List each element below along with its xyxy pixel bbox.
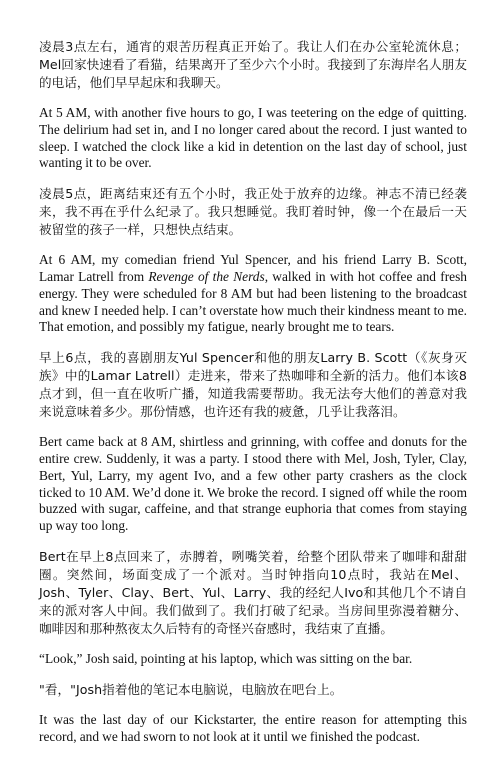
paragraph-en-6am: [39, 252, 467, 336]
paragraph-zh-6am: 早上6点，我的喜剧朋友Yul Spencer和他的朋友Larry B. Scott（《灰身灭族》中的Lamar Latrell）走进来，带来了热咖啡和全新的活力。他们本该8点才到，但一直在收听广播，知道我需要帮助。我无法夸大他们的善意对我来说意味着多少。那份情感，也许还有我的疲惫，几乎让我落泪。: [39, 350, 467, 420]
paragraph-en-6am-part2: , walked in with hot coffee and fresh energy. They were scheduled for 8 AM but had been listening to the broadcast and knew I needed help. I can’t overstate how much their kindness meant to me. That emotion, and possibly my fatigue, nearly brought me to tears.: [39, 268, 468, 335]
paragraph-zh-look: "看，"Josh指着他的笔记本电脑说，电脑放在吧台上。: [39, 681, 343, 697]
paragraph-en-8am: Bert came back at 8 AM, shirtless and grinning, with coffee and donuts for the entire crew. Suddenly, it was a party. I stood there with Mel, Josh, Tyler, Clay, Bert, Yul, Larry, my agent Ivo, and a few other party crashers as the clock ticked to 10 AM. We’d done it. We broke the record. I signed off while the room buzzed with sugar, caffeine, and that strange euphoria that comes from staying up way too long.: [39, 434, 467, 534]
paragraph-en-6am-part1: At 6 AM, my comedian friend Yul Spencer, and his friend Larry B. Scott, Lamar Latrell from: [39, 252, 467, 284]
paragraph-en-look: “Look,” Josh said, pointing at his laptop, which was sitting on the bar.: [39, 650, 413, 666]
paragraph-zh-8am: Bert在早上8点回来了，赤膊着，咧嘴笑着，给整个团队带来了咖啡和甜甜圈。突然间，场面变成了一个派对。当时钟指向10点时，我站在Mel、Josh、Tyler、Clay、Bert、Yul、Larry、我的经纪人Ivo和其他几个不请自来的派对客人中间。我们做到了。我们打破了纪录。当房间里弥漫着糖分、咖啡因和那种熬夜太久后特有的奇怪兴奋感时，我结束了直播。: [39, 548, 467, 636]
paragraph-en-kickstarter: It was the last day of our Kickstarter, the entire reason for attempting this record, and we had sworn to not look at it until we finished the podcast.: [39, 711, 467, 744]
document-page: [39, 38, 467, 758]
book-title-revenge-of-the-nerds: Revenge of the Nerds: [148, 268, 265, 284]
paragraph-en-5am: At 5 AM, with another five hours to go, I was teetering on the edge of quitting. The delirium had set in, and I no longer cared about the record. I just wanted to sleep. I watched the clock like a kid in detention on the last day of school, just wanting it to be over.: [39, 105, 467, 171]
paragraph-zh-5am: 凌晨5点，距离结束还有五个小时，我正处于放弃的边缘。神志不清已经袭来，我不再在乎什么纪录了。我只想睡觉。我盯着时钟，像一个在最后一天被留堂的孩子一样，只想快点结束。: [39, 186, 467, 238]
paragraph-zh-3am: 凌晨3点左右，通宵的艰苦历程真正开始了。我让人们在办公室轮流休息；Mel回家快速看了看猫，结果离开了至少六个小时。我接到了东海岸名人朋友的电话，他们早早起床和我聊天。: [39, 39, 467, 90]
